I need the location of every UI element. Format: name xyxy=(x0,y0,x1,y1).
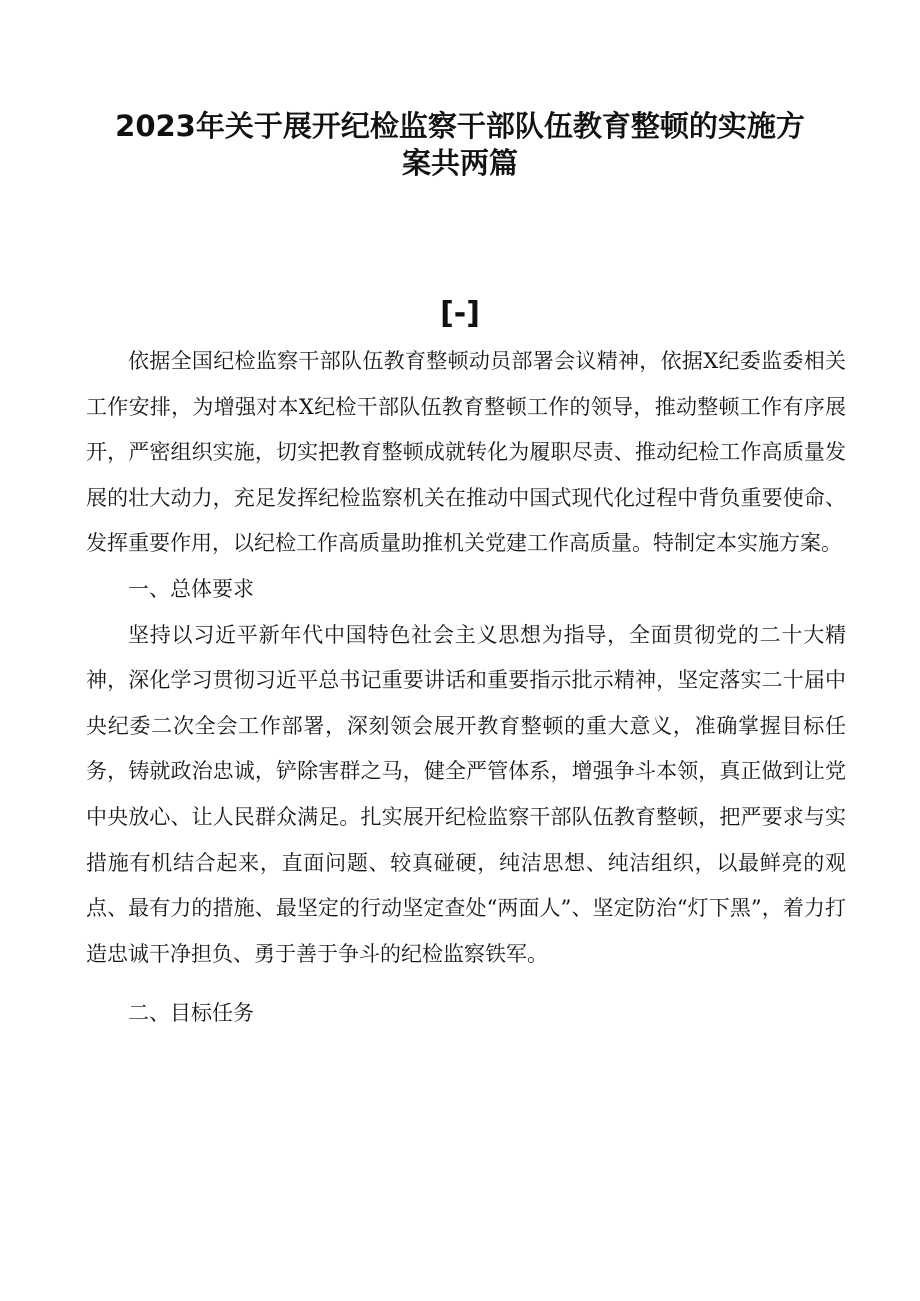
section-marker: [-] xyxy=(440,296,480,331)
intro-paragraph: 依据全国纪检监察干部队伍教育整顿动员部署会议精神，依据X纪委监委相关工作安排，为增强对本X纪检干部队伍教育整顿工作的领导，推动整顿工作有序展开，严密组织实施，切实把教育整顿成就转化为履职尽责、推动纪检工作高质量发展的壮大动力，充足发挥纪检监察机关在推动中国式现代化过程中背负重要使命、发挥重要作用，以纪检工作高质量助推机关党建工作高质量。特制定本实施方案。 xyxy=(86,349,846,556)
document-body xyxy=(86,339,846,1037)
overall-requirements-paragraph: 坚持以习近平新年代中国特色社会主义思想为指导，全面贯彻党的二十大精神，深化学习贯彻习近平总书记重要讲话和重要指示批示精神，坚定落实二十届中央纪委二次全会工作部署，深刻领会展开教育整顿的重大意义，准确掌握目标任务，铸就政治忠诚，铲除害群之马，健全严管体系，增强争斗本领，真正做到让党中央放心、让人民群众满足。扎实展开纪检监察干部队伍教育整顿，把严要求与实措施有机结合起来，直面问题、较真碰硬，纯洁思想、纯洁组织，以最鲜亮的观点、最有力的措施、最坚定的行动坚定查处“两面人”、坚定防治“灯下黑”，着力打造忠诚干净担负、勇于善于争斗的纪检监察铁军。 xyxy=(86,622,846,966)
heading-overall-requirements: 一、总体要求 xyxy=(128,576,254,601)
document-title-line-1: 2023年关于展开纪检监察干部队伍教育整顿的实施方 xyxy=(115,109,805,143)
document-title-line-2: 案共两篇 xyxy=(401,146,518,180)
heading-goals-tasks: 二、目标任务 xyxy=(128,1001,254,1026)
spacer xyxy=(86,977,846,991)
